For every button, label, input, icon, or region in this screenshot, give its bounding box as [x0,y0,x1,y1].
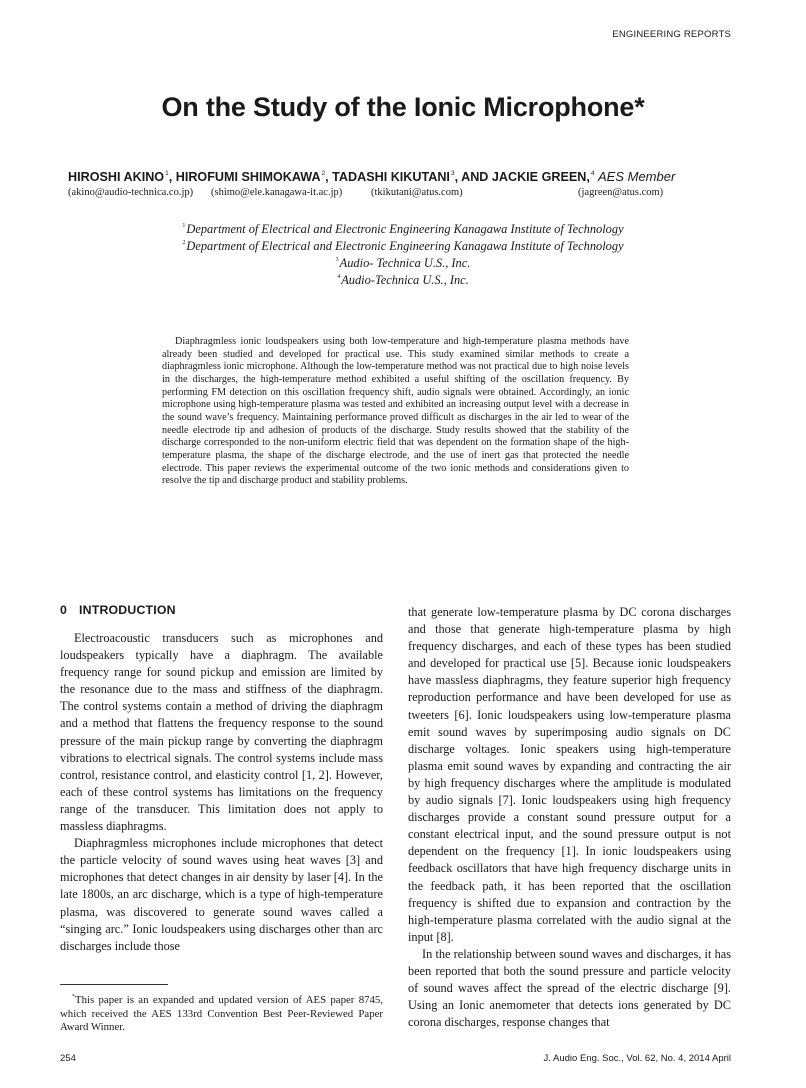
author-email: (akino@audio-technica.co.jp) [68,187,194,198]
abstract [162,336,629,488]
author-name: JACKIE GREEN, [491,170,590,184]
author-affiliation-marker: 3 [450,170,455,177]
author-affiliation-marker: 4 [590,170,595,177]
running-header: ENGINEERING REPORTS [612,29,731,40]
abstract-text: Diaphragmless ionic loudspeakers using both low-temperature and high-temperature plasma methods have already been studied and developed for practical use. This study examined similar methods to create a diaphragmless ionic microphone. Although the low-temperature method was not practical due to high noise levels in the discharges, the high-temperature method exhibited a useful shifting of the oscillation frequency. By performing FM detection on this oscillation frequency shift, audio signals were obtained. Accordingly, an ionic microphone using high-temperature plasma was tested and exhibited an increasing output level with a decrease in the sound wave’s frequency. Maintaining performance proved difficult as discharges in the air led to wear of the needle electrode tip and adhesion of products of the discharge. Study results showed that the stability of the discharge corresponded to the non-uniform electric field that was dependent on the formation shape of the high-temperature plasma, the shape of the discharge electrode, and the use of inert gas that protected the needle electrode. This paper reviews the experimental outcome of the two ionic methods and considerations given to resolve the tip and discharge product and stability problems. [162,336,629,487]
affiliation-line: $^4$Audio-Technica U.S., Inc. [337,273,469,287]
body-paragraph: that generate low-temperature plasma by DC corona discharges and those that generate high-temperature plasma by high frequency discharges, and each of these types has been studied and developed for practical use [5]. Because ionic loudspeakers have massless diaphragms, they feature superior high frequency reproduction performance and have been developed for use as tweeters [6]. Ionic loudspeakers using low-temperature plasma emit sound waves by superimposing audio signals on DC discharge voltages. Ionic speakers using high-temperature plasma emit sound waves by expanding and contracting the air by high frequency discharges where the amplitude is modulated by audio signals [7]. Ionic loudspeakers using high frequency discharges provide a constant sound pressure output for a constant electrical input, and the sound pressure output is not dependent on the frequency [1]. In ionic loudspeakers using feedback oscillators that have high frequency discharge units in the feedback path, it has been reported that the oscillation frequency is shifted due to expansion and contraction by the high-temperature plasma correlated with the audio signal at the input [8]. [408,605,731,944]
body-paragraph: In the relationship between sound waves and discharges, it has been reported that both the sound pressure and particle velocity of sound waves affect the spread of the electric discharge [9]. Using an Ionic anemometer that detects ions generated by DC corona discharges, response changes that [408,946,731,1030]
page-number: 254 [60,1053,76,1064]
footnote-divider [60,984,168,985]
right-column-wrapper [0,604,806,1044]
author-name: HIROFUMI SHIMOKAWA [175,170,321,184]
footnote-marker: * [72,994,75,1000]
body-paragraph: Diaphragmless microphones include microphones that detect the particle velocity of sound waves using heat waves [3] and microphones that detect changes in air density by laser [4]. In the late 1800s, an arc discharge, which is a type of high-temperature plasma, was discovered to generate sound waves called a “singing arc.” Ionic loudspeakers using discharges other than arc discharges include those [60,836,383,953]
author-affiliation-marker: 2 [321,170,326,177]
journal-reference: J. Audio Eng. Soc., Vol. 62, No. 4, 2014 April [543,1053,731,1064]
author-affiliation-marker: 1 [165,170,169,177]
affiliation-line: $^1$Department of Electrical and Electronic Engineering Kanagawa Institute of Technology [182,222,624,236]
section-number: 0 [60,603,68,617]
author-name: TADASHI KIKUTANI [332,170,450,184]
footnote [60,991,383,1035]
author-email: (jagreen@atus.com) [578,187,664,198]
section-title: INTRODUCTION [79,603,176,617]
affiliation-line: $^3$Audio- Technica U.S., Inc. [335,256,471,270]
author-list: HIROSHI AKINO$^1$, HIROFUMI SHIMOKAWA$^2$, TADASHI KIKUTANI$^3$, AND JACKIE GREEN,$^4$ AES Member [68,169,676,184]
paper-title: On the Study of the Ionic Microphone* [161,92,645,122]
author-email: (tkikutani@atus.com) [371,187,463,198]
right-column [408,604,731,1031]
author-email: (shimo@ele.kanagawa-it.ac.jp) [211,187,343,198]
aes-member-label: AES Member [598,169,676,184]
footnote-text: This paper is an expanded and updated version of AES paper 8745, which received the AES 133rd Convention Best Peer-Reviewed Paper Award Winner. [60,994,383,1034]
author-name: HIROSHI AKINO [68,170,165,184]
affiliation-line: $^2$Department of Electrical and Electronic Engineering Kanagawa Institute of Technology [182,239,624,253]
body-paragraph: Electroacoustic transducers such as microphones and loudspeakers typically have a diaphragm. The available frequency range for sound pickup and emission are limited by the resonance due to the mass and stiffness of the diaphragm. The control systems contain a method of driving the diaphragm and a method that flattens the frequency response to the sound pressure of the main pickup range by converting the diaphragm vibrations to electrical signals. The control systems include mass control, resistance control, and elasticity control [1, 2]. However, each of these control systems has limitations on the frequency range of the transducer. This limitation does not apply to massless diaphragms. [60,631,383,834]
